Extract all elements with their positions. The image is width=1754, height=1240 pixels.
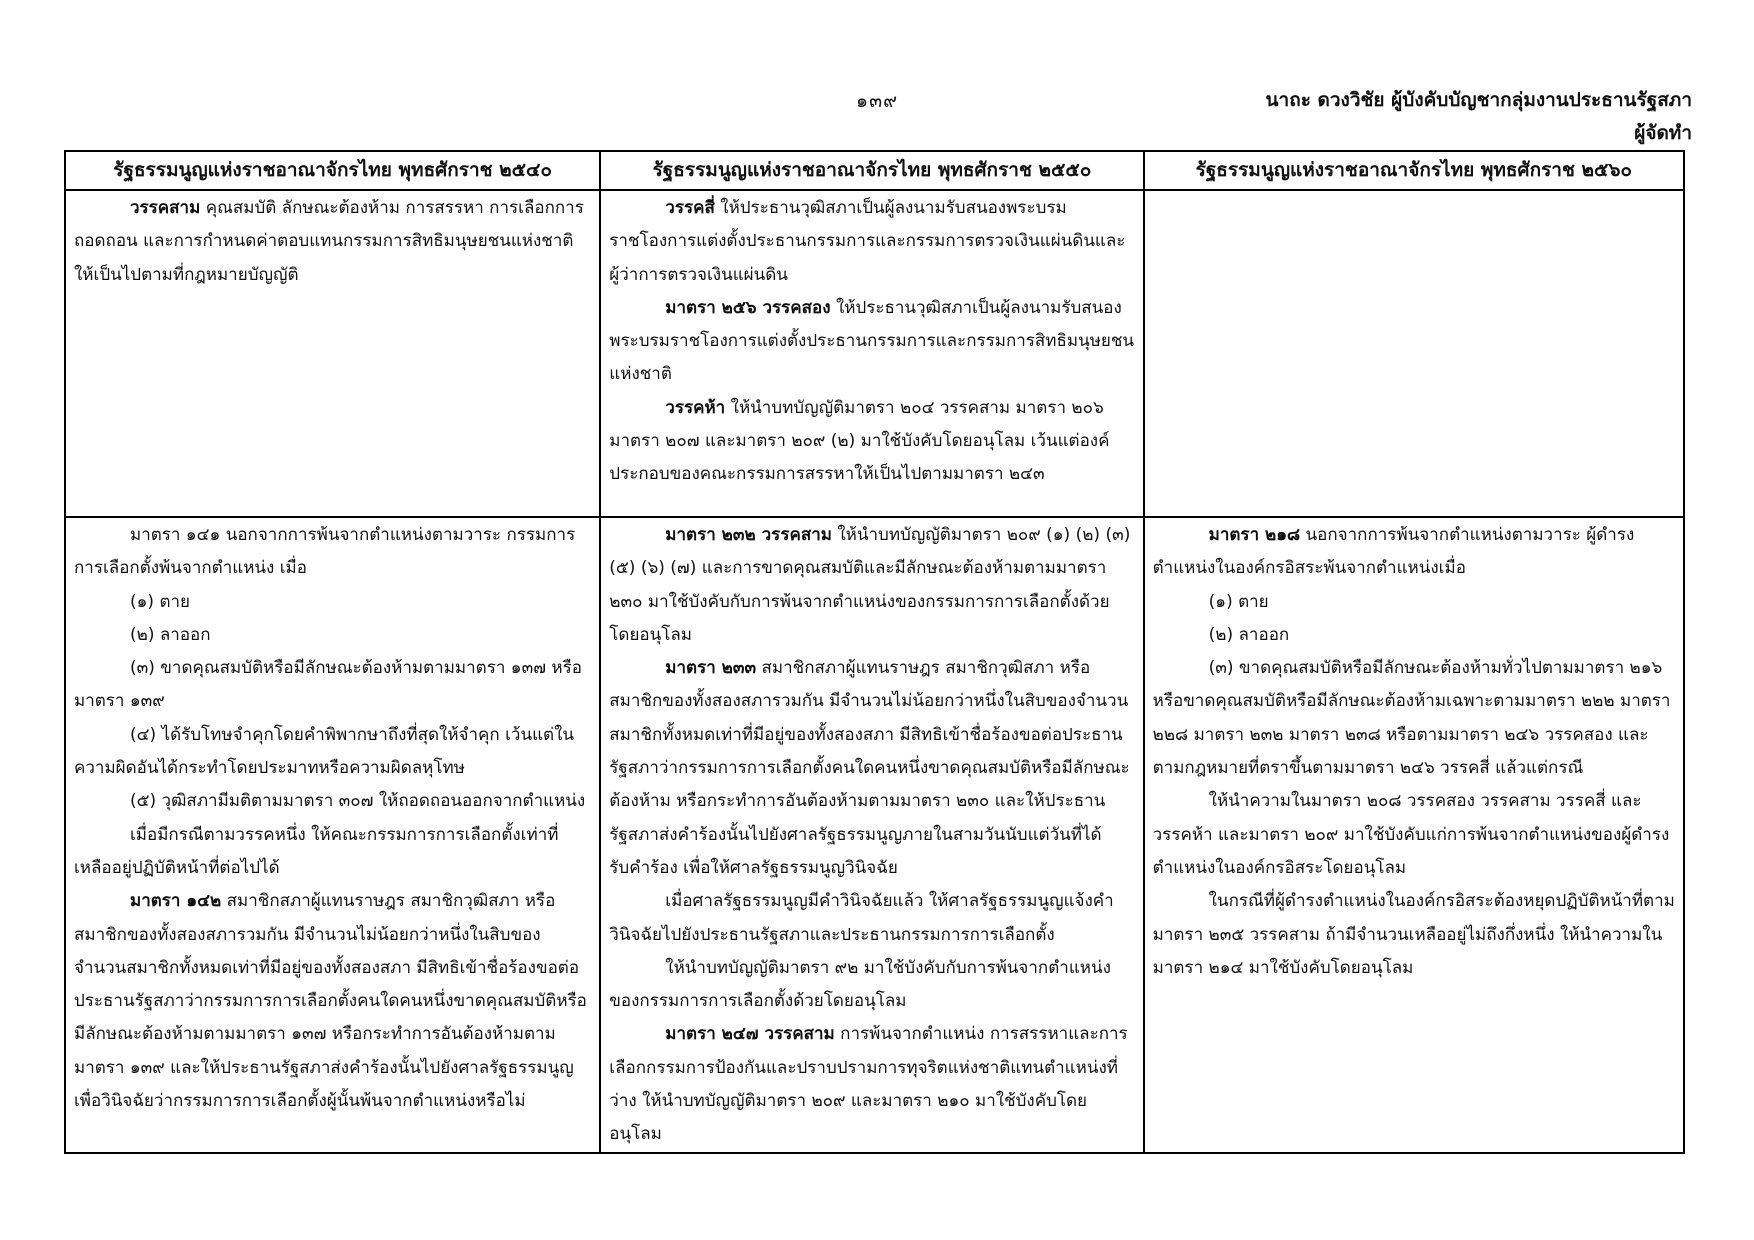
paragraph-text: (๕) วุฒิสภามีมติตามมาตรา ๓๐๗ ให้ถอดถอนออกจากตำแหน่ง [130,791,586,812]
paragraph-text: (๑) ตาย [130,591,191,612]
paragraph-text: นอกจากการพ้นจากตำแหน่งตามวาระ ผู้ดำรงตำแหน่งในองค์กรอิสระพ้นจากตำแหน่งเมื่อ [1152,525,1635,579]
paragraph-text: เมื่อศาลรัฐธรรมนูญมีคำวินิจฉัยแล้ว ให้ศาลรัฐธรรมนูญแจ้งคำวินิจฉัยไปยังประธานรัฐสภาและประธานกรรมการการเลือกตั้ง [609,891,1114,945]
paragraph [1153,885,1675,985]
paragraph [609,292,1134,392]
paragraph [609,392,1134,492]
column-header-2560: รัฐธรรมนูญแห่งราชอาณาจักรไทย พุทธศักราช ๒๕๖๐ [1144,151,1684,190]
section-reference: วรรคสี่ [665,198,715,218]
paragraph-text: เมื่อมีกรณีตามวรรคหนึ่ง ให้คณะกรรมการการเลือกตั้งเท่าที่เหลืออยู่ปฏิบัติหน้าที่ต่อไปได้ [74,824,559,878]
author-role: ผู้จัดทำ [1634,122,1692,144]
paragraph-text: ให้นำบทบัญญัติมาตรา ๒๐๙ (๑) (๒) (๓) (๕) (๖) (๗) และการขาดคุณสมบัติและมีลักษณะต้องห้ามตามมาตรา ๒๓๐ มาใช้บังคับกับการพ้นจากตำแหน่งของกรรมการการเลือกตั้งด้วยโดยอนุโลม [609,525,1131,645]
page-number: ๑๓๙ [856,90,898,112]
column-header-2550: รัฐธรรมนูญแห่งราชอาณาจักรไทย พุทธศักราช ๒๕๕๐ [600,151,1143,190]
paragraph [74,785,591,818]
column-header-2540: รัฐธรรมนูญแห่งราชอาณาจักรไทย พุทธศักราช ๒๕๔๐ [65,151,600,190]
table-row [65,190,1684,517]
paragraph-text: การพ้นจากตำแหน่ง การสรรหาและการเลือกกรรมการป้องกันและปราบปรามการทุจริตแห่งชาติแทนตำแหน่งที่ว่าง ให้นำบทบัญญัติมาตรา ๒๐๙ และมาตรา ๒๑๐ มาใช้บังคับโดยอนุโลม [609,1024,1128,1145]
table-cell [1144,517,1684,1153]
paragraph-text: ให้นำบทบัญญัติมาตรา ๒๐๔ วรรคสาม มาตรา ๒๐๖ มาตรา ๒๐๗ และมาตรา ๒๐๙ (๒) มาใช้บังคับโดยอนุโลม เว้นแต่องค์ประกอบของคณะกรรมการสรรหาให้เป็นไปตามมาตรา ๒๔๓ [609,397,1110,485]
table-cell [1144,190,1684,517]
paragraph [1153,652,1675,785]
section-reference: วรรคห้า [665,397,726,418]
paragraph [1153,619,1675,652]
paragraph [74,719,591,786]
section-reference: มาตรา ๒๔๗ วรรคสาม [665,1024,835,1045]
paragraph-text: (๓) ขาดคุณสมบัติหรือมีลักษณะต้องห้ามตามมาตรา ๑๓๗ หรือมาตรา ๑๓๙ [74,658,582,712]
table-cell [600,190,1143,517]
paragraph [609,652,1134,885]
paragraph [74,192,591,292]
paragraph-text: (๑) ตาย [1208,591,1269,612]
table-header-row [65,151,1684,190]
paragraph [1153,519,1675,586]
table-cell [65,190,600,517]
paragraph [74,652,591,719]
paragraph-text: ให้นำบทบัญญัติมาตรา ๙๒ มาใช้บังคับกับการพ้นจากตำแหน่งของกรรมการการเลือกตั้งด้วยโดยอนุโลม [609,957,1111,1012]
paragraph-text: (๒) ลาออก [1208,624,1290,645]
paragraph [609,952,1134,1019]
paragraph [609,192,1134,292]
paragraph [74,619,591,652]
paragraph-text: (๒) ลาออก [130,624,211,645]
paragraph-text: (๔) ได้รับโทษจำคุกโดยคำพิพากษาถึงที่สุดให้จำคุก เว้นแต่ในความผิดอันได้กระทำโดยประมาทหรือความผิดลหุโทษ [74,724,575,779]
paragraph-text: ให้ประธานวุฒิสภาเป็นผู้ลงนามรับสนองพระบรมราชโองการแต่งตั้งประธานกรรมการและกรรมการตรวจเงินแผ่นดินและผู้ว่าการตรวจเงินแผ่นดิน [609,198,1126,285]
paragraph [609,885,1134,952]
comparison-table [64,150,1685,1154]
section-reference: มาตรา ๒๑๘ [1208,525,1301,545]
paragraph-text: คุณสมบัติ ลักษณะต้องห้าม การสรรหา การเลือกการถอดถอน และการกำหนดค่าตอบแทนกรรมการสิทธิมนุษยชนแห่งชาติ ให้เป็นไปตามที่กฎหมายบัญญัติ [74,198,584,285]
table-cell [600,517,1143,1153]
section-reference: มาตรา ๑๔๒ [130,891,222,912]
paragraph [74,819,591,886]
table-row [65,517,1684,1153]
section-reference: มาตรา ๒๕๖ วรรคสอง [665,297,831,318]
section-reference: มาตรา ๒๓๓ [665,658,757,679]
paragraph [609,1018,1134,1151]
paragraph [74,519,591,586]
paragraph-text: ในกรณีที่ผู้ดำรงตำแหน่งในองค์กรอิสระต้องหยุดปฏิบัติหน้าที่ตามมาตรา ๒๓๕ วรรคสาม ถ้ามีจำนวนเหลืออยู่ไม่ถึงกึ่งหนึ่ง ให้นำความในมาตรา ๒๑๔ มาใช้บังคับโดยอนุโลม [1152,891,1675,978]
paragraph [1153,785,1675,885]
paragraph-text: สมาชิกสภาผู้แทนราษฎร สมาชิกวุฒิสภา หรือสมาชิกของทั้งสองสภารวมกัน มีจำนวนไม่น้อยกว่าหนึ่งในสิบของจำนวนสมาชิกทั้งหมดเท่าที่มีอยู่ของทั้งสองสภา มีสิทธิเข้าชื่อร้องขอต่อประธานรัฐสภาว่ากรรมการการเลือกตั้งคนใดคนหนึ่งขาดคุณสมบัติหรือมีลักษณะต้องห้ามตามมาตรา ๑๓๗ หรือกระทำการอันต้องห้ามตามมาตรา ๑๓๙ และให้ประธานรัฐสภาส่งคำร้องนั้นไปยังศาลรัฐธรรมนูญเพื่อวินิจฉัยว่ากรรมการการเลือกตั้งผู้นั้นพ้นจากตำแหน่งหรือไม่ [74,891,587,1112]
paragraph-text: สมาชิกสภาผู้แทนราษฎร สมาชิกวุฒิสภา หรือสมาชิกของทั้งสองสภารวมกัน มีจำนวนไม่น้อยกว่าหนึ่งในสิบของจำนวนสมาชิกทั้งหมดเท่าที่มีอยู่ของทั้งสองสภา มีสิทธิเข้าชื่อร้องขอต่อประธานรัฐสภาว่ากรรมการการเลือกตั้งคนใดคนหนึ่งขาดคุณสมบัติหรือมีลักษณะต้องห้าม หรือกระทำการอันต้องห้ามตามมาตรา ๒๓๐ และให้ประธานรัฐสภาส่งคำร้องนั้นไปยังศาลรัฐธรรมนูญภายในสามวันนับแต่วันที่ได้รับคำร้อง เพื่อให้ศาลรัฐธรรมนูญวินิจฉัย [609,658,1130,878]
paragraph-text: ให้นำความในมาตรา ๒๐๘ วรรคสอง วรรคสาม วรรคสี่ และวรรคห้า และมาตรา ๒๐๙ มาใช้บังคับแก่การพ้นจากตำแหน่งของผู้ดำรงตำแหน่งในองค์กรอิสระโดยอนุโลม [1152,791,1670,878]
paragraph-text: มาตรา ๑๔๑ นอกจากการพ้นจากตำแหน่งตามวาระ กรรมการการเลือกตั้งพ้นจากตำแหน่ง เมื่อ [74,525,576,579]
paragraph [74,885,591,1118]
author-block [1266,84,1692,150]
paragraph [609,519,1134,652]
paragraph-text: ให้ประธานวุฒิสภาเป็นผู้ลงนามรับสนองพระบรมราชโองการแต่งตั้งประธานกรรมการและกรรมการสิทธิมนุษยชนแห่งชาติ [609,297,1135,385]
paragraph-text: (๓) ขาดคุณสมบัติหรือมีลักษณะต้องห้ามทั่วไปตามมาตรา ๒๑๖ หรือขาดคุณสมบัติหรือมีลักษณะต้องห้ามเฉพาะตามมาตรา ๒๒๒ มาตรา ๒๒๘ มาตรา ๒๓๒ มาตรา ๒๓๘ หรือตามมาตรา ๒๔๖ วรรคสอง และตามกฎหมายที่ตราขึ้นตามมาตรา ๒๔๖ วรรคสี่ แล้วแต่กรณี [1152,658,1671,779]
table-cell [65,517,600,1153]
paragraph [1153,586,1675,619]
section-reference: มาตรา ๒๓๒ วรรคสาม [665,525,832,545]
paragraph [74,586,591,619]
author-name: นาถะ ดวงวิชัย ผู้บังคับบัญชากลุ่มงานประธานรัฐสภา [1265,89,1692,111]
section-reference: วรรคสาม [130,198,201,218]
